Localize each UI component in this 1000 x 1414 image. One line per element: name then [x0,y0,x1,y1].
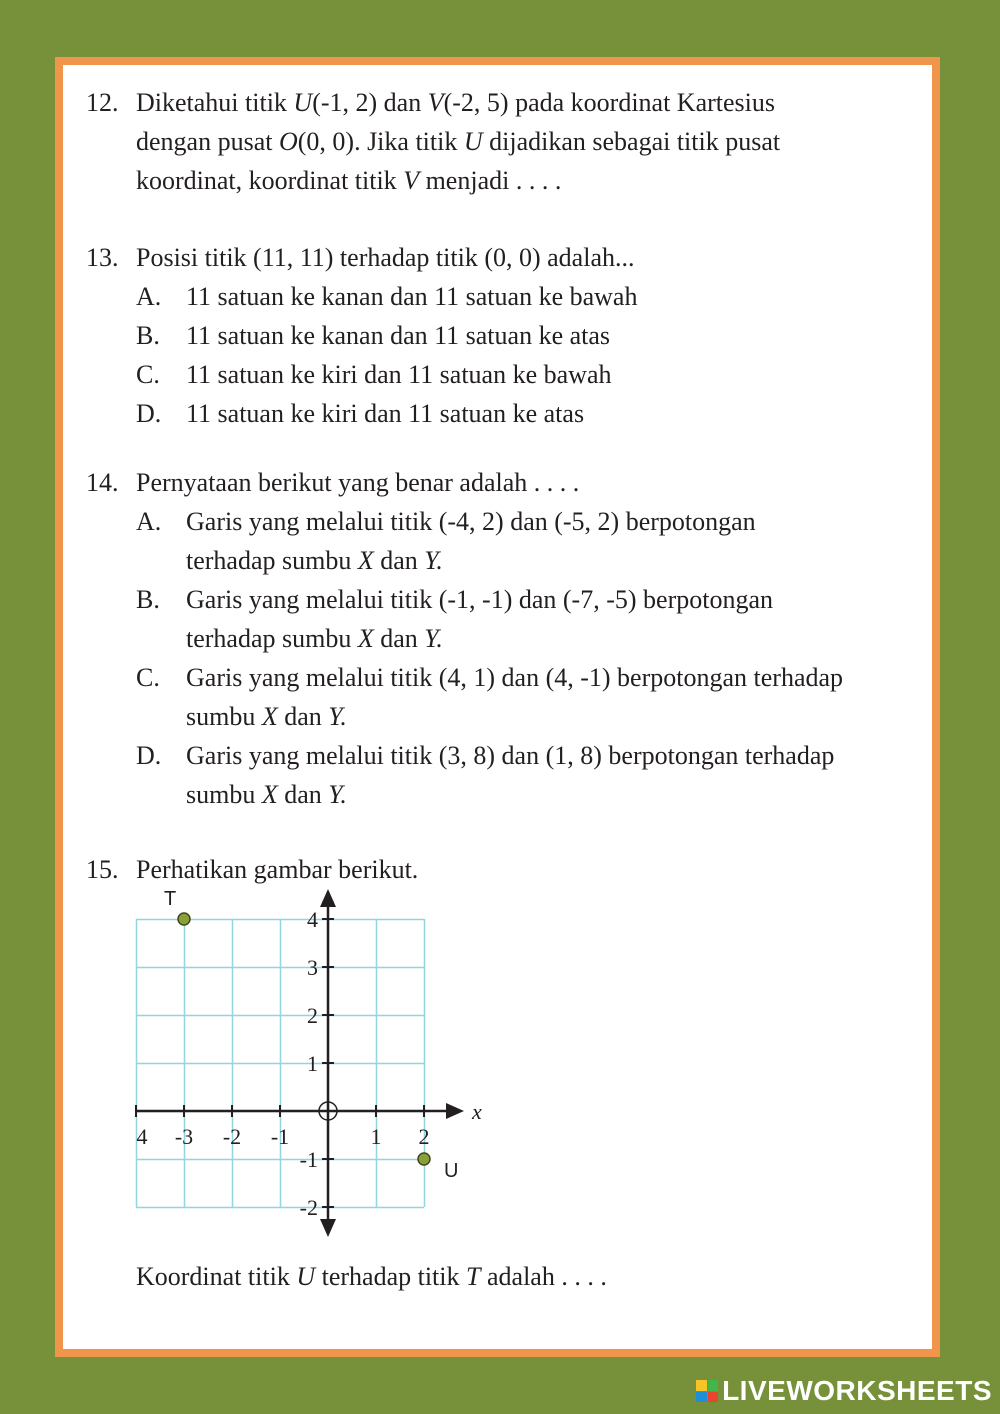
question-number: 12. [86,88,119,117]
options-list [136,502,916,814]
x-tick-label: -1 [270,1124,290,1149]
x-tick-label: 2 [418,1124,430,1149]
y-tick-label: 1 [307,1051,318,1076]
point-u [418,1153,430,1165]
brand-text: LIVEWORKSHEETS [722,1375,992,1406]
question-14 [86,463,916,814]
y-axis-arrow-down [320,1219,336,1237]
option-c[interactable]: C. Garis yang melalui titik (4, 1) dan (4, -1) berpotongan terhadap sumbu X dan Y. [136,663,844,731]
question-text: Pernyataan berikut yang benar adalah . . . . [136,468,580,497]
question-text: Diketahui titik U(-1, 2) dan V(-2, 5) pada koordinat Kartesius dengan pusat O(0, 0). Jika titik U dijadikan sebagai titik pusat koordinat, koordinat titik V menjadi . . . . [136,88,781,195]
x-tick-label: -2 [222,1124,242,1149]
x-axis-label: x [472,1099,482,1124]
liveworksheets-brand [696,1374,992,1408]
question-text: Perhatikan gambar berikut. [136,855,419,884]
question-15 [86,850,916,889]
point-label-u: U [444,1160,459,1182]
option-a[interactable]: A. Garis yang melalui titik (-4, 2) dan (-5, 2) berpotongan terhadap sumbu X dan Y. [136,507,756,575]
x-tick-label: 1 [370,1124,382,1149]
point-label-t: T [164,888,177,910]
x-tick-label: -3 [174,1124,194,1149]
question-number: 15. [86,855,119,884]
option-d[interactable]: D. Garis yang melalui titik (3, 8) dan (1, 8) berpotongan terhadap sumbu X dan Y. [136,741,835,809]
question-12 [86,83,916,200]
question-13 [86,238,916,433]
y-tick-label: -1 [299,1147,318,1172]
option-a[interactable]: A. 11 satuan ke kanan dan 11 satuan ke bawah [136,282,638,311]
y-tick-label: -2 [299,1195,318,1220]
option-d[interactable]: D. 11 satuan ke kiri dan 11 satuan ke atas [136,399,585,428]
y-tick-label: 4 [307,907,318,932]
options-list [136,277,916,433]
point-t [178,913,190,925]
question-15-prompt: Koordinat titik U terhadap titik T adalah . . . . [136,1262,607,1291]
y-axis-arrow-up [320,889,336,907]
x-tick-label: 4 [136,1124,148,1149]
y-tick-label: 3 [307,955,318,980]
liveworksheets-logo-icon [696,1380,718,1402]
option-b[interactable]: B. 11 satuan ke kanan dan 11 satuan ke atas [136,321,611,350]
question-number: 13. [86,243,119,272]
question-number: 14. [86,468,119,497]
question-text: Posisi titik (11, 11) terhadap titik (0, 0) adalah... [136,243,635,272]
x-axis-arrow [446,1103,464,1119]
y-tick-label: 2 [307,1003,318,1028]
graph-svg [120,888,490,1248]
option-c[interactable]: C. 11 satuan ke kiri dan 11 satuan ke bawah [136,360,612,389]
option-b[interactable]: B. Garis yang melalui titik (-1, -1) dan (-7, -5) berpotongan terhadap sumbu X dan Y. [136,585,773,653]
cartesian-graph [120,888,490,1248]
